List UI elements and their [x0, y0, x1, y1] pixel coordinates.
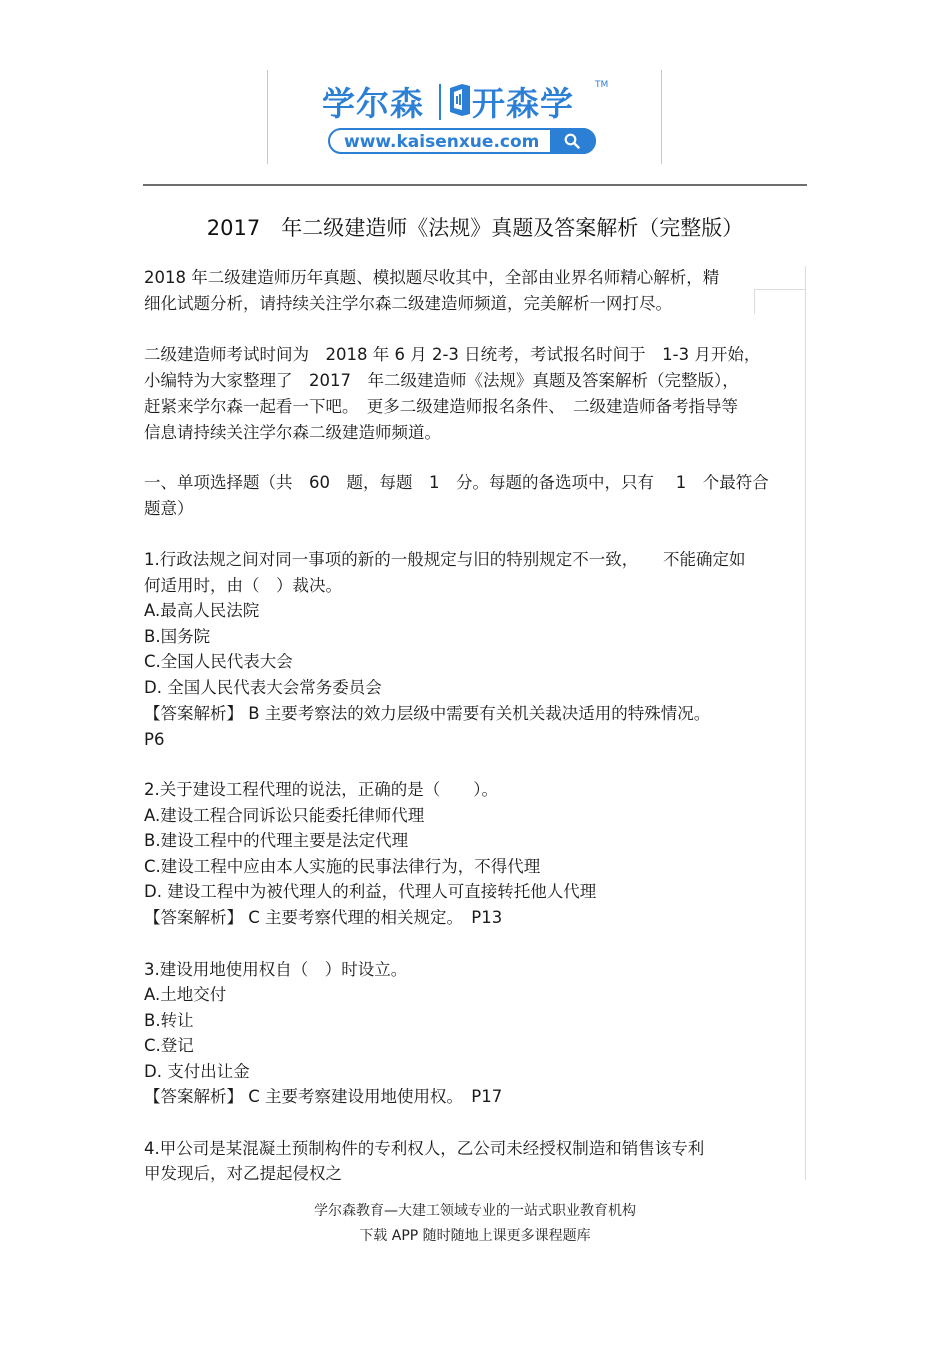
question-2-option-b: B.建设工程中的代理主要是法定代理	[144, 831, 409, 850]
logo-separator	[439, 84, 441, 120]
question-3-stem: 3.建设用地使用权自（ ）时设立。	[144, 960, 408, 979]
header-right-rule	[661, 70, 662, 164]
section-heading-line-2: 题意）	[144, 499, 194, 518]
question-3-option-d: D. 支付出让金	[144, 1062, 250, 1081]
question-2-option-d: D. 建设工程中为被代理人的利益，代理人可直接转托他人代理	[144, 882, 597, 901]
website-url: www.kaisenxue.com	[344, 132, 540, 152]
question-3-option-c: C.登记	[144, 1036, 194, 1055]
question-1-answer-2: P6	[144, 730, 165, 749]
question-2-answer: 【答案解析】 C 主要考察代理的相关规定。 P13	[144, 908, 503, 927]
corner-rule	[754, 290, 755, 314]
section-heading-line-1: 一、单项选择题（共 60 题，每题 1 分。每题的备选项中，只有 1 个最符合	[144, 473, 769, 492]
question-1-option-c: C.全国人民代表大会	[144, 652, 293, 671]
url-searchbar[interactable]	[328, 128, 596, 154]
question-1-option-a: A.最高人民法院	[144, 601, 260, 620]
question-4-stem-2: 甲发现后，对乙提起侵权之	[144, 1164, 342, 1183]
book-icon	[448, 82, 472, 118]
question-1-stem-2: 何适用时，由（ ）裁决。	[144, 576, 342, 595]
question-3-option-b: B.转让	[144, 1011, 194, 1030]
intro-line-2: 细化试题分析，请持续关注学尔森二级建造师频道，完美解析一网打尽。	[144, 294, 672, 313]
question-1-option-b: B.国务院	[144, 627, 211, 646]
header-divider	[143, 184, 807, 186]
question-1-option-d: D. 全国人民代表大会常务委员会	[144, 678, 382, 697]
header-left-rule	[267, 70, 268, 164]
intro-line-1: 2018 年二级建造师历年真题、模拟题尽收其中，全部由业界名师精心解析，精	[144, 268, 720, 287]
corner-tick	[754, 289, 805, 290]
question-3-option-a: A.土地交付	[144, 985, 227, 1004]
exam-info-line-2: 小编特为大家整理了 2017 年二级建造师《法规》真题及答案解析（完整版），	[144, 371, 739, 390]
question-1-stem-1: 1.行政法规之间对同一事项的新的一般规定与旧的特别规定不一致， 不能确定如	[144, 550, 746, 569]
logo-kaisenxue-text: 开森学	[472, 84, 574, 123]
logo-xueersen-text: 学尔森	[322, 84, 424, 123]
search-button[interactable]	[550, 128, 596, 154]
trademark-mark: TM	[595, 80, 609, 90]
page-right-rule	[805, 266, 806, 1180]
question-2-stem: 2.关于建设工程代理的说法，正确的是（ ）。	[144, 780, 498, 799]
footer-line-2: 下载 APP 随时随地上课更多课程题库	[359, 1228, 591, 1244]
exam-info-line-3: 赶紧来学尔森一起看一下吧。 更多二级建造师报名条件、 二级建造师备考指导等	[144, 397, 738, 416]
question-3-answer: 【答案解析】 C 主要考察建设用地使用权。 P17	[144, 1087, 503, 1106]
question-1-answer-1: 【答案解析】 B 主要考察法的效力层级中需要有关机关裁决适用的特殊情况。	[144, 704, 711, 723]
footer-line-1: 学尔森教育—大建工领域专业的一站式职业教育机构	[314, 1203, 636, 1219]
brand-logo[interactable]	[322, 74, 612, 158]
question-2-option-a: A.建设工程合同诉讼只能委托律师代理	[144, 806, 425, 825]
document-title: 2017 年二级建造师《法规》真题及答案解析（完整版）	[206, 216, 744, 240]
question-2-option-c: C.建设工程中应由本人实施的民事法律行为，不得代理	[144, 857, 541, 876]
exam-info-line-4: 信息请持续关注学尔森二级建造师频道。	[144, 423, 441, 442]
exam-info-line-1: 二级建造师考试时间为 2018 年 6 月 2-3 日统考，考试报名时间于 1-3 月开始，	[144, 345, 761, 364]
search-icon	[564, 133, 580, 149]
question-4-stem-1: 4.甲公司是某混凝土预制构件的专利权人，乙公司未经授权制造和销售该专利	[144, 1139, 705, 1158]
